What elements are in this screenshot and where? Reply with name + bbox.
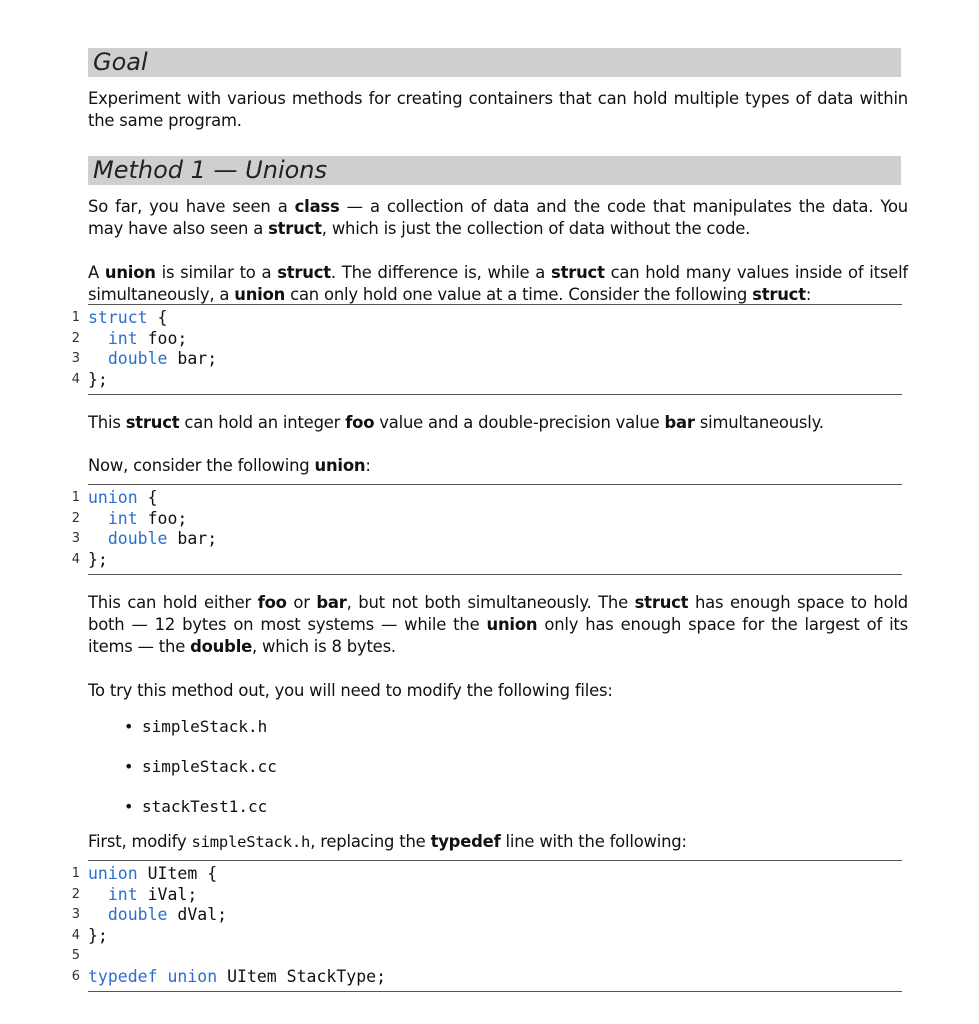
code-text: int foo;	[107, 328, 188, 348]
code-line	[70, 864, 902, 885]
code-line	[70, 370, 902, 391]
code-keyword: struct	[88, 308, 148, 327]
code-line	[70, 308, 902, 329]
code-keyword: union	[88, 864, 138, 883]
paragraph-modify-typedef: First, modify simpleStack.h, replacing the typedef line with the following:	[88, 832, 687, 851]
line-number: 1	[71, 310, 80, 325]
paragraph-consider-union: Now, consider the following union:	[88, 456, 371, 475]
code-keyword: int	[107, 884, 138, 904]
code-line	[70, 967, 902, 988]
code-line	[70, 885, 902, 906]
paragraph-struct-explanation: This struct can hold an integer foo value and a double-precision value bar simultaneously.	[88, 413, 824, 432]
code-text: double bar;	[107, 349, 218, 368]
code-text: struct {	[88, 308, 168, 327]
code-line	[70, 488, 902, 509]
code-text: };	[88, 925, 108, 945]
paragraph-files-intro: To try this method out, you will need to modify the following files:	[88, 681, 613, 700]
code-block-typedef	[70, 860, 902, 992]
code-keyword: union	[88, 488, 138, 507]
code-line	[70, 529, 902, 550]
code-keyword: typedef union	[88, 966, 218, 986]
line-number: 6	[71, 968, 80, 984]
line-number: 3	[71, 351, 80, 366]
line-number: 1	[71, 866, 80, 881]
line-number: 2	[71, 886, 80, 902]
paragraph-union-intro: A union is similar to a struct. The difference is, while a struct can hold many values inside of itself simultaneously, a union can only hold one value at a time. Consider the following struct:	[88, 263, 908, 304]
code-keyword: double	[107, 349, 168, 368]
code-line	[70, 509, 902, 530]
code-line	[70, 905, 902, 926]
code-line	[70, 550, 902, 571]
paragraph-class-struct: So far, you have seen a class — a collection of data and the code that manipulates the data. You may have also seen a struct, which is just the collection of data without the code.	[88, 197, 908, 238]
code-block-struct	[70, 304, 902, 395]
line-number: 4	[71, 371, 80, 387]
section-heading-method-1: Method 1 — Unions	[88, 156, 901, 185]
code-text: };	[88, 549, 108, 569]
code-text: union UItem {	[88, 864, 218, 883]
goal-paragraph: Experiment with various methods for creating containers that can hold multiple types of data within the same program.	[88, 89, 908, 130]
code-text: };	[88, 369, 108, 389]
code-text: int iVal;	[107, 884, 198, 904]
code-text: union {	[88, 488, 158, 507]
line-number: 2	[71, 330, 80, 346]
line-number: 4	[71, 927, 80, 943]
line-number: 5	[71, 948, 80, 963]
code-keyword: int	[107, 328, 138, 348]
code-line	[70, 946, 902, 967]
list-item: • simpleStack.h	[124, 717, 268, 736]
list-item: • simpleStack.cc	[124, 757, 277, 776]
line-number: 1	[71, 490, 80, 505]
line-number: 3	[71, 531, 80, 546]
list-item: • stackTest1.cc	[124, 797, 268, 816]
file-list	[124, 716, 277, 836]
code-rule-bottom	[88, 991, 902, 992]
code-text: int foo;	[107, 508, 188, 528]
code-line	[70, 329, 902, 350]
code-line	[70, 926, 902, 947]
code-line	[70, 349, 902, 370]
line-number: 2	[71, 510, 80, 526]
paragraph-union-explanation: This can hold either foo or bar, but not both simultaneously. The struct has enough space to hold both — 12 bytes on most systems — while the union only has enough space for the largest of its items — the double, which is 8 bytes.	[88, 593, 909, 656]
code-block-union	[70, 484, 902, 575]
code-rule-bottom	[88, 574, 902, 575]
code-keyword: double	[107, 905, 168, 924]
line-number: 3	[71, 907, 80, 922]
code-rule-bottom	[88, 394, 902, 395]
code-keyword: double	[107, 529, 168, 548]
code-text: typedef union UItem StackType;	[88, 966, 387, 986]
code-keyword: int	[107, 508, 138, 528]
section-heading-goal: Goal	[88, 48, 901, 77]
code-text: double dVal;	[107, 905, 228, 924]
line-number: 4	[71, 551, 80, 567]
code-text: double bar;	[107, 529, 218, 548]
